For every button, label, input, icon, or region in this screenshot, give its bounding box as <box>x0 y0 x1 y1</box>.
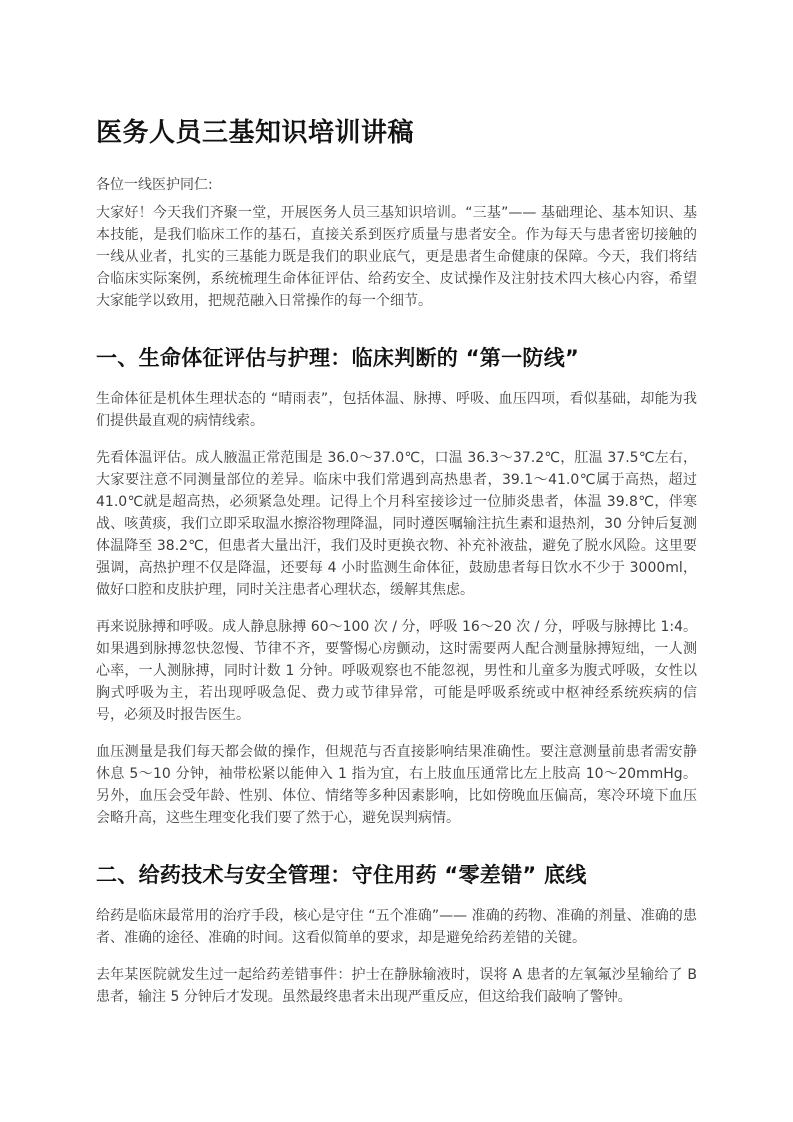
section-1-paragraph-overview: 生命体征是机体生理状态的 “晴雨表”，包括体温、脉搏、呼吸、血压四项，看似基础，却能为我们提供最直观的病情线索。 <box>96 391 697 429</box>
section-1-paragraph-blood-pressure: 血压测量是我们每天都会做的操作，但规范与否直接影响结果准确性。要注意测量前患者需安静休息 5～10 分钟，袖带松紧以能伸入 1 指为宜，右上肢血压通常比左上肢高 10～20mmHg。另外，血压会受年龄、性别、体位、情绪等多种因素影响，比如傍晚血压偏高，寒冷环境下血压会略升高，这些生理变化我们要了然于心，避免误判病情。 <box>96 744 697 826</box>
section-2-paragraph-error-case: 去年某医院就发生过一起给药差错事件：护士在静脉输液时，误将 A 患者的左氧氟沙星输给了 B 患者，输注 5 分钟后才发现。虽然最终患者未出现严重反应，但这给我们敲响了警钟。 <box>96 967 697 1005</box>
section-2-heading: 二、给药技术与安全管理：守住用药 “零差错” 底线 <box>96 863 587 887</box>
section-1-heading: 一、生命体征评估与护理：临床判断的 “第一防线” <box>96 346 580 370</box>
document-title: 医务人员三基知识培训讲稿 <box>96 118 415 148</box>
section-1-paragraph-pulse-respiration: 再来说脉搏和呼吸。成人静息脉搏 60～100 次 / 分，呼吸 16～20 次 / 分，呼吸与脉搏比 1:4。如果遇到脉搏忽快忽慢、节律不齐，要警惕心房颤动，这时需要两人配合测量脉搏短绌，一人测心率，一人测脉搏，同时计数 1 分钟。呼吸观察也不能忽视，男性和儿童多为腹式呼吸，女性以胸式呼吸为主，若出现呼吸急促、费力或节律异常，可能是呼吸系统或中枢神经系统疾病的信号，必须及时报告医生。 <box>96 619 697 723</box>
section-1-paragraph-temperature: 先看体温评估。成人腋温正常范围是 36.0～37.0℃，口温 36.3～37.2℃，肛温 37.5℃左右，大家要注意不同测量部位的差异。临床中我们常遇到高热患者，39.1～41.0℃属于高热，超过 41.0℃就是超高热，必须紧急处理。记得上个月科室接诊过一位肺炎患者，体温 39.8℃，伴寒战、咳黄痰，我们立即采取温水擦浴物理降温，同时遵医嘱输注抗生素和退热剂，30 分钟后复测体温降至 38.2℃，但患者大量出汗，我们及时更换衣物、补充补液盐，避免了脱水风险。这里要强调，高热护理不仅是降温，还要每 4 小时监测生命体征，鼓励患者每日饮水不少于 3000ml，做好口腔和皮肤护理，同时关注患者心理状态，缓解其焦虑。 <box>96 450 697 598</box>
intro-paragraph: 大家好！今天我们齐聚一堂，开展医务人员三基知识培训。“三基”—— 基础理论、基本知识、基本技能，是我们临床工作的基石，直接关系到医疗质量与患者安全。作为每天与患者密切接触的一线从业者，扎实的三基能力既是我们的职业底气，更是患者生命健康的保障。今天，我们将结合临床实际案例，系统梳理生命体征评估、给药安全、皮试操作及注射技术四大核心内容，希望大家能学以致用，把规范融入日常操作的每一个细节。 <box>96 205 697 309</box>
section-2-paragraph-five-rights: 给药是临床最常用的治疗手段，核心是守住 “五个准确”—— 准确的药物、准确的剂量、准确的患者、准确的途径、准确的时间。这看似简单的要求，却是避免给药差错的关键。 <box>96 908 697 946</box>
salutation-line: 各位一线医护同仁: <box>96 177 213 193</box>
